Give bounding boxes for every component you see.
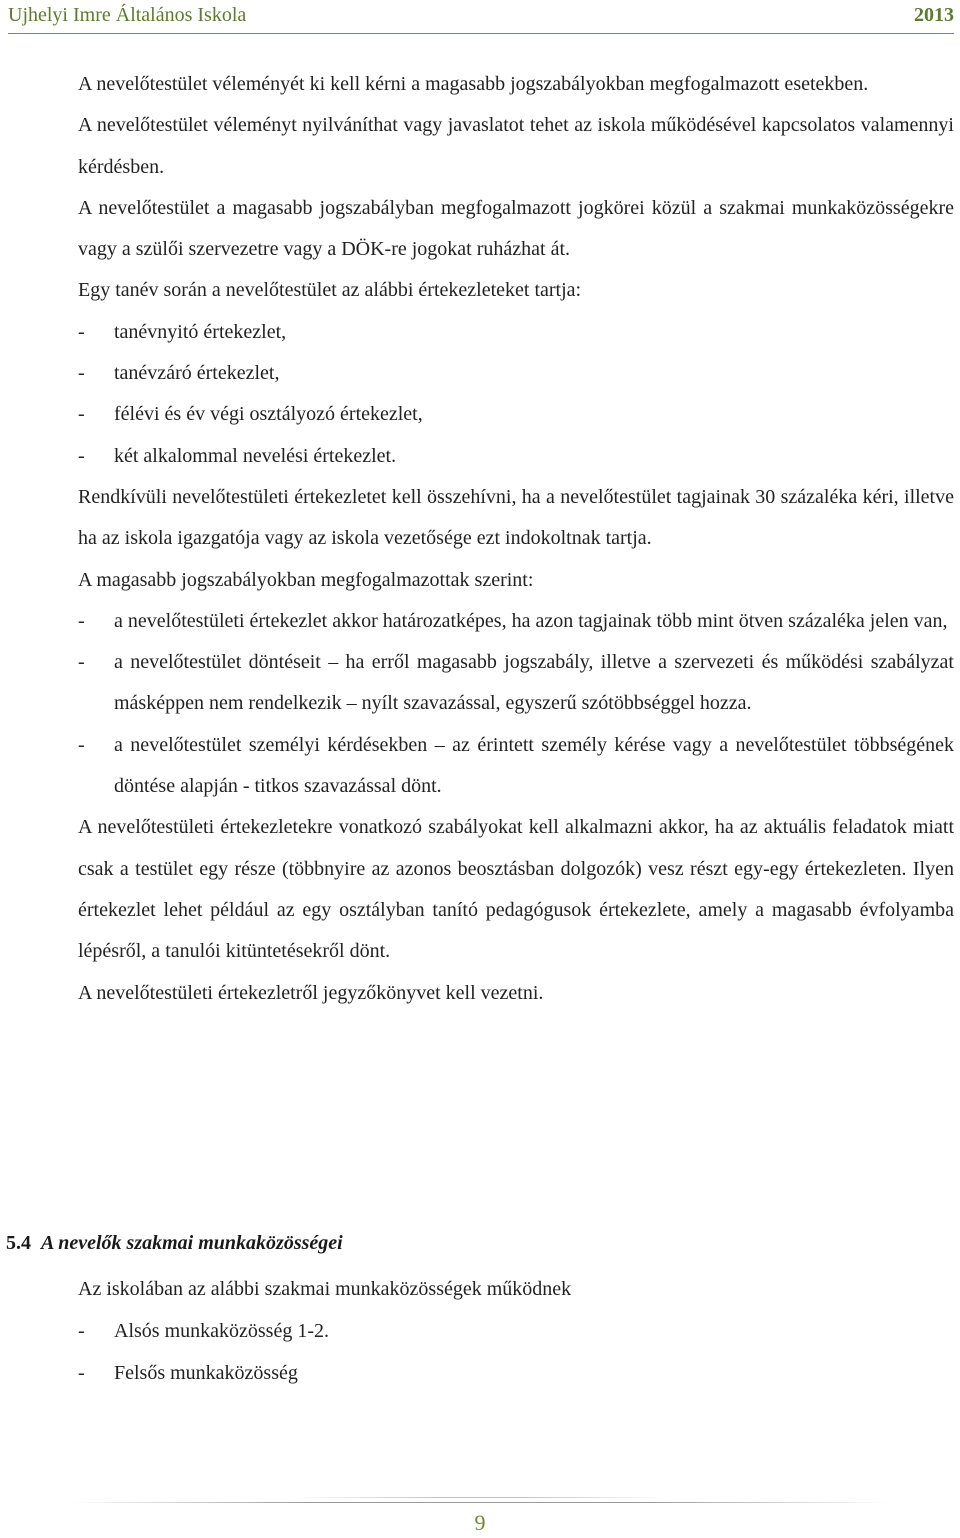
page-number: 9	[474, 1510, 486, 1535]
footer-divider	[290, 1497, 670, 1498]
paragraph: Rendkívüli nevelőtestületi értekezletet kell összehívni, ha a nevelőtestület tagjainak 30 százaléka kéri, illetve ha az iskola igazgatója vagy az iskola vezetősége ezt indokoltnak tartja.	[78, 485, 954, 550]
list-item-text: Alsós munkaközösség 1-2.	[114, 1320, 329, 1342]
list-item-text: a nevelőtestületi értekezlet akkor határozatképes, ha azon tagjainak több mint ötven százaléka jelen van,	[114, 609, 948, 632]
list-item	[78, 353, 954, 394]
page-header	[8, 0, 954, 34]
header-year: 2013	[914, 4, 954, 26]
school-name: Ujhelyi Imre Általános Iskola	[8, 4, 247, 26]
section-title: A nevelők szakmai munkaközösségei	[41, 1232, 343, 1254]
list-dash: -	[78, 1362, 85, 1384]
list-item-text: Felsős munkaközösség	[114, 1362, 298, 1384]
list-dash: -	[78, 444, 85, 467]
list-dash: -	[78, 320, 85, 343]
list-item-text: a nevelőtestület döntéseit – ha erről magasabb jogszabály, illetve a szervezeti és működési szabályzat másképpen nem rendelkezik – nyílt szavazással, egyszerű szótöbbséggel hozza.	[114, 651, 954, 715]
paragraph: A magasabb jogszabályokban megfogalmazottak szerint:	[78, 568, 534, 591]
list-dash: -	[78, 651, 85, 674]
section-body	[78, 1268, 954, 1394]
paragraph: A nevelőtestület a magasabb jogszabályban megfogalmazott jogkörei közül a szakmai munkaközösségekre vagy a szülői szervezetre vagy a DÖK-re jogokat ruházhat át.	[78, 196, 954, 261]
rules-list	[78, 601, 954, 807]
section-heading	[6, 1232, 343, 1255]
list-item	[78, 601, 954, 642]
list-item	[78, 725, 954, 808]
list-item-text: félévi és év végi osztályozó értekezlet,	[114, 403, 423, 426]
list-item	[78, 642, 954, 725]
list-item-text: két alkalommal nevelési értekezlet.	[114, 444, 397, 467]
list-item-text: a nevelőtestület személyi kérdésekben – az érintett személy kérése vagy a nevelőtestület többségének döntése alapján - titkos szavazással dönt.	[114, 733, 954, 798]
list-dash: -	[78, 733, 85, 756]
paragraph: A nevelőtestület véleményét ki kell kérni a magasabb jogszabályokban megfogalmazott esetekben.	[78, 73, 869, 95]
list-dash: -	[78, 403, 85, 426]
paragraph: A nevelőtestület véleményt nyilváníthat vagy javaslatot tehet az iskola működésével kapcsolatos valamennyi kérdésben.	[78, 114, 954, 178]
list-dash: -	[78, 609, 85, 632]
list-item	[78, 436, 954, 477]
list-item	[78, 312, 954, 353]
list-dash: -	[78, 362, 85, 385]
paragraph: A nevelőtestületi értekezletekre vonatkozó szabályokat kell alkalmazni akkor, ha az aktuális feladatok miatt csak a testület egy része (többnyire az azonos beosztásban dolgozók) vesz részt egy-egy értekezleten. Ilyen értekezlet lehet például az egy osztályban tanító pedagógusok értekezlete, amely a magasabb évfolyamba lépésről, a tanulói kitüntetésekről dönt.	[78, 816, 954, 963]
document-body	[78, 64, 954, 1014]
paragraph: A nevelőtestületi értekezletről jegyzőkönyvet kell vezetni.	[78, 981, 544, 1004]
list-item	[78, 1352, 954, 1394]
section-number: 5.4	[6, 1232, 31, 1254]
list-item-text: tanévzáró értekezlet,	[114, 362, 280, 385]
list-item-text: tanévnyitó értekezlet,	[114, 320, 287, 343]
list-item	[78, 394, 954, 435]
list-item	[78, 1310, 954, 1352]
meeting-list	[78, 312, 954, 477]
paragraph: Egy tanév során a nevelőtestület az alábbi értekezleteket tartja:	[78, 279, 582, 302]
list-dash: -	[78, 1320, 85, 1342]
footer-divider	[70, 1502, 890, 1503]
paragraph: Az iskolában az alábbi szakmai munkaközösségek működnek	[78, 1278, 572, 1300]
